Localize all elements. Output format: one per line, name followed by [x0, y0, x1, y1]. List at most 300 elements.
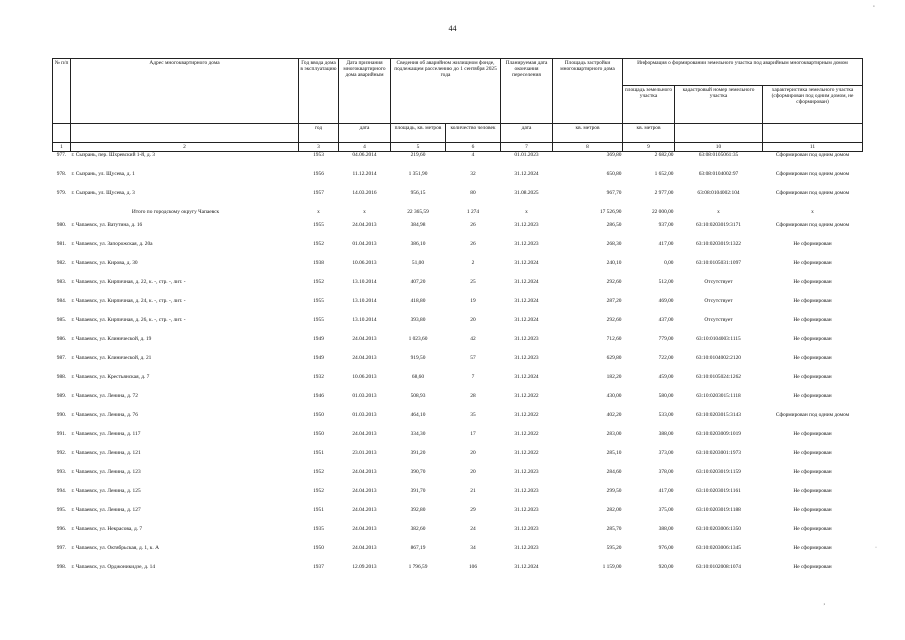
row-status: Не сформирован [793, 507, 832, 514]
header-planned-end: Планируемая дата окончания переселения [501, 59, 553, 124]
row-cadastral: 63:10:0203015:3143 [696, 412, 741, 419]
emergency-housing-table [52, 58, 863, 583]
row-people: 32 [470, 171, 476, 178]
row-year: 1953 [313, 152, 324, 159]
row-status: Сформирован под одним домом [775, 412, 850, 419]
table-row [53, 450, 863, 469]
row-area: 219,60 [410, 152, 426, 159]
row-end-date: 31.12.2023 [514, 545, 539, 552]
row-land-area: 0,00 [664, 260, 674, 267]
row-people: 26 [470, 222, 476, 229]
table-row [53, 298, 863, 317]
header-land-info: Информация о формировании земельного участка под аварийным многоквартирным домом [623, 59, 863, 86]
row-building-area: 299,50 [606, 488, 622, 495]
column-number: 10 [675, 143, 763, 152]
header-unit-empty [675, 124, 763, 143]
row-land-area: 388,00 [658, 431, 674, 438]
row-year: 1952 [313, 469, 324, 476]
row-area: 391,70 [410, 488, 426, 495]
row-end-date: 31.12.2024 [514, 260, 539, 267]
header-unit-people: количество человек [446, 124, 501, 143]
row-end-date: 31.12.2024 [514, 374, 539, 381]
row-status: Не сформирован [793, 374, 832, 381]
header-unit-empty [53, 124, 71, 143]
row-building-area: 292,60 [606, 317, 622, 324]
table-row [53, 431, 863, 450]
row-number: 983. [56, 279, 67, 286]
row-cadastral: 63:10:0203019:3171 [696, 222, 741, 229]
total-area: 22 365,59 [407, 209, 429, 216]
row-number: 982. [56, 260, 67, 267]
row-year: 1950 [313, 431, 324, 438]
row-people: 24 [470, 526, 476, 533]
row-status: Не сформирован [793, 469, 832, 476]
row-number: 981. [56, 241, 67, 248]
column-number: 8 [553, 143, 623, 152]
row-cadastral: 63:10:0104003:1115 [696, 336, 741, 343]
row-building-area: 285,10 [606, 450, 622, 457]
row-building-area: 430,00 [606, 393, 622, 400]
row-number: 990. [56, 412, 67, 419]
row-status: Сформирован под одним домом [775, 171, 850, 178]
row-area: 382,60 [410, 526, 426, 533]
row-address: г. Чапаевск, ул. Клинической, д. 21 [71, 355, 152, 362]
row-address: г. Чапаевск, ул. Кирпичная, д. 24, к. -, стр. -, лит. - [71, 298, 186, 305]
table-row [53, 564, 863, 583]
row-date-recognized: 11.12.2014 [352, 171, 377, 178]
row-status: Сформирован под одним домом [775, 190, 850, 197]
row-date-recognized: 13.10.2014 [352, 298, 377, 305]
header-unit-date2: дата [501, 124, 553, 143]
row-people: 4 [471, 152, 475, 159]
page-number: 44 [448, 24, 457, 33]
row-land-area: 373,00 [658, 450, 674, 457]
header-unit-empty [763, 124, 863, 143]
row-status: Не сформирован [793, 431, 832, 438]
row-date-recognized: 24.04.2013 [352, 355, 377, 362]
row-land-area: 580,00 [658, 393, 674, 400]
row-address: г. Чапаевск, ул. Ленина, д. 117 [71, 431, 141, 438]
row-people: 34 [470, 545, 476, 552]
row-area: 956,15 [410, 190, 426, 197]
row-number: 998. [56, 564, 67, 571]
row-number: 995. [56, 507, 67, 514]
total-end-date: x [525, 209, 528, 216]
row-land-area: 459,00 [658, 374, 674, 381]
row-area: 393,80 [410, 317, 426, 324]
scan-mark: · [875, 545, 877, 551]
table-row [53, 393, 863, 412]
row-date-recognized: 13.10.2014 [352, 317, 377, 324]
row-status: Не сформирован [793, 317, 832, 324]
row-people: 19 [470, 298, 476, 305]
row-end-date: 31.12.2023 [514, 469, 539, 476]
row-status: Не сформирован [793, 241, 832, 248]
row-land-area: 722,00 [658, 355, 674, 362]
total-label: Итого по городскому округу Чапаевск [131, 209, 220, 216]
column-number: 3 [299, 143, 339, 152]
row-area: 68,60 [411, 374, 425, 381]
row-building-area: 402,20 [606, 412, 622, 419]
row-address: г. Сызрань, пер. Шхревский 1-й, д. 3 [71, 152, 156, 159]
row-cadastral: 63:10:0203015:1118 [696, 393, 741, 400]
row-end-date: 31.12.2022 [514, 412, 539, 419]
row-people: 2 [471, 260, 475, 267]
row-building-area: 595,20 [606, 545, 622, 552]
row-date-recognized: 24.04.2013 [352, 526, 377, 533]
row-area: 407,20 [410, 279, 426, 286]
row-end-date: 31.12.2023 [514, 355, 539, 362]
row-address: г. Чапаевск, ул. Ленина, д. 72 [71, 393, 138, 400]
row-area: 464,10 [410, 412, 426, 419]
row-year: 1955 [313, 298, 324, 305]
row-people: 20 [470, 469, 476, 476]
row-people: 35 [470, 412, 476, 419]
row-building-area: 268,30 [606, 241, 622, 248]
row-land-area: 2 977,00 [654, 190, 674, 197]
header-num: № п/п [53, 59, 71, 124]
row-status: Не сформирован [793, 298, 832, 305]
row-address: г. Чапаевск, ул. Ленина, д. 76 [71, 412, 138, 419]
row-status: Не сформирован [793, 393, 832, 400]
row-number: 987. [56, 355, 67, 362]
row-cadastral: 63:10:0203009:1019 [696, 431, 741, 438]
column-number: 11 [763, 143, 863, 152]
row-land-area: 1 652,00 [654, 171, 674, 178]
row-area: 391,20 [410, 450, 426, 457]
row-status: Не сформирован [793, 526, 832, 533]
row-date-recognized: 24.04.2013 [352, 222, 377, 229]
row-cadastral: 63:10:0203006:1345 [696, 545, 741, 552]
row-date-recognized: 04.06.2014 [352, 152, 377, 159]
table-row [53, 488, 863, 507]
total-status: x [811, 209, 814, 216]
row-date-recognized: 23.01.2013 [352, 450, 377, 457]
row-cadastral: 63:08:0104002:97 [698, 171, 739, 178]
row-year: 1950 [313, 412, 324, 419]
row-number: 979. [56, 190, 67, 197]
column-number: 5 [391, 143, 446, 152]
row-land-area: 437,00 [658, 317, 674, 324]
header-unit-area: площадь, кв. метров [391, 124, 446, 143]
row-end-date: 31.12.2023 [514, 526, 539, 533]
row-people: 26 [470, 241, 476, 248]
row-year: 1951 [313, 450, 324, 457]
row-number: 997. [56, 545, 67, 552]
row-people: 106 [468, 564, 478, 571]
row-people: 17 [470, 431, 476, 438]
header-date-recognized: Дата признания многоквартирного дома аварийным [339, 59, 391, 124]
scan-mark: ◦ [872, 4, 875, 10]
row-end-date: 31.12.2023 [514, 507, 539, 514]
row-date-recognized: 24.04.2013 [352, 336, 377, 343]
row-end-date: 31.12.2023 [514, 488, 539, 495]
row-year: 1932 [313, 374, 324, 381]
table-row [53, 260, 863, 279]
row-people: 21 [470, 488, 476, 495]
row-date-recognized: 10.06.2013 [352, 374, 377, 381]
header-land-characteristic: характеристика земельного участка (сформирован под одним домом, не сформирован) [763, 86, 863, 124]
row-end-date: 31.12.2023 [514, 241, 539, 248]
row-year: 1952 [313, 241, 324, 248]
row-year: 1952 [313, 488, 324, 495]
row-cadastral: 63:10:0203019:1161 [696, 488, 741, 495]
row-number: 989. [56, 393, 67, 400]
row-cadastral: 63:10:0104002:2120 [696, 355, 741, 362]
row-status: Не сформирован [793, 545, 832, 552]
row-address: г. Чапаевск, ул. Клинической, д. 19 [71, 336, 152, 343]
table-row [53, 336, 863, 355]
row-building-area: 369,80 [606, 152, 622, 159]
table-body [53, 152, 863, 584]
row-address: г. Сызрань, ул. Щусева, д. 3 [71, 190, 135, 197]
row-cadastral: 63:10:0203006:1350 [696, 526, 741, 533]
row-area: 1 023,60 [408, 336, 428, 343]
row-land-area: 417,00 [658, 488, 674, 495]
row-area: 390,70 [410, 469, 426, 476]
table-row [53, 412, 863, 431]
row-status: Не сформирован [793, 564, 832, 571]
row-end-date: 31.12.2022 [514, 431, 539, 438]
row-area: 334,30 [410, 431, 426, 438]
row-building-area: 286,50 [606, 222, 622, 229]
row-address: г. Чапаевск, ул. Ватутина, д. 16 [71, 222, 143, 229]
row-date-recognized: 14.03.2016 [352, 190, 377, 197]
row-people: 42 [470, 336, 476, 343]
row-area: 51,00 [411, 260, 425, 267]
scan-mark: , [823, 600, 825, 606]
row-people: 20 [470, 317, 476, 324]
row-cadastral: 63:10:0203001:1973 [696, 450, 741, 457]
row-number: 984. [56, 298, 67, 305]
row-land-area: 937,00 [658, 222, 674, 229]
row-area: 1 351,90 [408, 171, 428, 178]
row-end-date: 31.12.2024 [514, 171, 539, 178]
row-year: 1951 [313, 507, 324, 514]
row-year: 1955 [313, 222, 324, 229]
total-date-recognized: x [363, 209, 366, 216]
row-land-area: 976,00 [658, 545, 674, 552]
row-cadastral: 63:10:0105024:1262 [696, 374, 741, 381]
row-area: 392,80 [410, 507, 426, 514]
row-year: 1938 [313, 260, 324, 267]
table-row [53, 279, 863, 298]
row-building-area: 285,70 [606, 526, 622, 533]
row-year: 1952 [313, 279, 324, 286]
row-address: г. Чапаевск, ул. Орджоникидзе, д. 14 [71, 564, 156, 571]
total-row [53, 209, 863, 222]
row-address: г. Чапаевск, ул. Некрасова, д. 7 [71, 526, 143, 533]
row-status: Сформирован под одним домом [775, 222, 850, 229]
header-land-area: площадь земельного участка [623, 86, 675, 124]
row-land-area: 417,00 [658, 241, 674, 248]
row-area: 919,50 [410, 355, 426, 362]
row-number: 996. [56, 526, 67, 533]
row-people: 57 [470, 355, 476, 362]
table-row [53, 545, 863, 564]
row-end-date: 31.12.2024 [514, 279, 539, 286]
row-land-area: 533,00 [658, 412, 674, 419]
row-land-area: 378,00 [658, 469, 674, 476]
table-row [53, 526, 863, 545]
row-land-area: 920,00 [658, 564, 674, 571]
row-year: 1949 [313, 336, 324, 343]
row-number: 980. [56, 222, 67, 229]
row-area: 384,98 [410, 222, 426, 229]
row-status: Не сформирован [793, 260, 832, 267]
table-row [53, 374, 863, 393]
row-address: г. Чапаевск, ул. Запорожская, д. 20а [71, 241, 153, 248]
total-year: x [317, 209, 320, 216]
column-number: 4 [339, 143, 391, 152]
header-unit-sqm: кв. метров [553, 124, 623, 143]
table-row [53, 241, 863, 260]
row-status: Не сформирован [793, 279, 832, 286]
row-cadastral: 63:10:0102008:1074 [696, 564, 741, 571]
row-year: 1937 [313, 564, 324, 571]
total-land-area: 22 000,00 [651, 209, 674, 216]
row-date-recognized: 01.03.2013 [352, 412, 377, 419]
row-end-date: 31.12.2024 [514, 564, 539, 571]
header-unit-date: дата [339, 124, 391, 143]
row-status: Не сформирован [793, 488, 832, 495]
row-cadastral: Отсутствует [704, 279, 733, 286]
row-date-recognized: 24.04.2013 [352, 507, 377, 514]
table-row [53, 152, 863, 172]
row-area: 418,80 [410, 298, 426, 305]
row-cadastral: 63:10:0105031:1097 [696, 260, 741, 267]
row-address: г. Чапаевск, ул. Ленина, д. 123 [71, 469, 141, 476]
row-people: 28 [470, 393, 476, 400]
row-people: 25 [470, 279, 476, 286]
row-address: г. Чапаевск, ул. Ленина, д. 121 [71, 450, 141, 457]
row-cadastral: 63:10:0203019:1322 [696, 241, 741, 248]
row-year: 1946 [313, 393, 324, 400]
row-building-area: 629,80 [606, 355, 622, 362]
row-area: 386,10 [410, 241, 426, 248]
row-date-recognized: 24.04.2013 [352, 431, 377, 438]
row-number: 993. [56, 469, 67, 476]
row-building-area: 287,20 [606, 298, 622, 305]
row-date-recognized: 24.04.2013 [352, 545, 377, 552]
row-building-area: 712,60 [606, 336, 622, 343]
row-status: Не сформирован [793, 355, 832, 362]
row-end-date: 01.01.2023 [514, 152, 539, 159]
header-unit-sqm2: кв. метров [623, 124, 675, 143]
row-address: г. Чапаевск, ул. Октябрьская, д. 1, к. А [71, 545, 159, 552]
row-building-area: 282,00 [606, 507, 622, 514]
row-cadastral: Отсутствует [704, 298, 733, 305]
row-people: 29 [470, 507, 476, 514]
row-year: 1950 [313, 545, 324, 552]
row-status: Сформирован под одним домом [775, 152, 850, 159]
row-building-area: 182,20 [606, 374, 622, 381]
row-date-recognized: 24.04.2013 [352, 488, 377, 495]
row-people: 20 [470, 450, 476, 457]
header-year-built: Год ввода дома в эксплуатацию [299, 59, 339, 124]
row-end-date: 31.12.2022 [514, 450, 539, 457]
row-number: 988. [56, 374, 67, 381]
row-end-date: 31.12.2022 [514, 393, 539, 400]
row-date-recognized: 01.04.2013 [352, 241, 377, 248]
table-row [53, 469, 863, 488]
row-cadastral: Отсутствует [704, 317, 733, 324]
header-cadastral: кадастровый номер земельного участка [675, 86, 763, 124]
row-people: 7 [471, 374, 475, 381]
row-year: 1935 [313, 526, 324, 533]
row-number: 991. [56, 431, 67, 438]
table-row [53, 222, 863, 241]
row-land-area: 388,00 [658, 526, 674, 533]
row-land-area: 375,00 [658, 507, 674, 514]
row-address: г. Чапаевск, ул. Крестьянская, д. 7 [71, 374, 150, 381]
header-building-area: Площадь застройки многоквартирного дома [553, 59, 623, 124]
row-status: Не сформирован [793, 450, 832, 457]
row-end-date: 31.12.2023 [514, 222, 539, 229]
row-status: Не сформирован [793, 336, 832, 343]
row-address: г. Чапаевск, ул. Ленина, д. 125 [71, 488, 141, 495]
row-end-date: 31.12.2023 [514, 336, 539, 343]
row-building-area: 240,10 [606, 260, 622, 267]
row-building-area: 292,60 [606, 279, 622, 286]
header-address: Адрес многоквартирного дома [71, 59, 299, 124]
row-end-date: 31.12.2024 [514, 317, 539, 324]
row-date-recognized: 01.03.2013 [352, 393, 377, 400]
row-land-area: 779,00 [658, 336, 674, 343]
row-address: г. Сызрань, ул. Щусева, д. 1 [71, 171, 135, 178]
row-people: 80 [470, 190, 476, 197]
row-year: 1949 [313, 355, 324, 362]
row-building-area: 283,00 [606, 431, 622, 438]
row-year: 1955 [313, 317, 324, 324]
row-date-recognized: 10.06.2013 [352, 260, 377, 267]
row-number: 994. [56, 488, 67, 495]
row-date-recognized: 24.04.2013 [352, 469, 377, 476]
row-year: 1956 [313, 171, 324, 178]
column-number: 6 [446, 143, 501, 152]
column-number: 1 [53, 143, 71, 152]
row-address: г. Чапаевск, ул. Ленина, д. 127 [71, 507, 141, 514]
table-row [53, 507, 863, 526]
row-building-area: 650,80 [606, 171, 622, 178]
row-land-area: 512,00 [658, 279, 674, 286]
row-cadastral: 63:08:0104002:104 [697, 190, 740, 197]
row-number: 992. [56, 450, 67, 457]
row-address: г. Чапаевск, ул. Кирпичная, д. 22, к. -, стр. -, лит. - [71, 279, 186, 286]
row-address: г. Чапаевск, ул. Кирпичная, д. 26, к. -, стр. -, лит. - [71, 317, 186, 324]
row-number: 985. [56, 317, 67, 324]
row-area: 508,93 [410, 393, 426, 400]
table-row [53, 171, 863, 190]
row-end-date: 31.08.2025 [514, 190, 539, 197]
total-building-area: 17 526,90 [599, 209, 622, 216]
row-land-area: 2 682,00 [654, 152, 674, 159]
row-number: 978. [56, 171, 67, 178]
row-cadastral: 63:08:0105061:35 [698, 152, 739, 159]
table-row [53, 355, 863, 374]
header-unit-empty [71, 124, 299, 143]
table-row [53, 317, 863, 336]
row-building-area: 967,70 [606, 190, 622, 197]
row-cadastral: 63:10:0203019:1159 [696, 469, 741, 476]
total-people: 1 274 [466, 209, 480, 216]
header-unit-year: год [299, 124, 339, 143]
row-land-area: 469,00 [658, 298, 674, 305]
row-date-recognized: 13.10.2014 [352, 279, 377, 286]
row-year: 1957 [313, 190, 324, 197]
row-end-date: 31.12.2024 [514, 298, 539, 305]
column-number: 2 [71, 143, 299, 152]
